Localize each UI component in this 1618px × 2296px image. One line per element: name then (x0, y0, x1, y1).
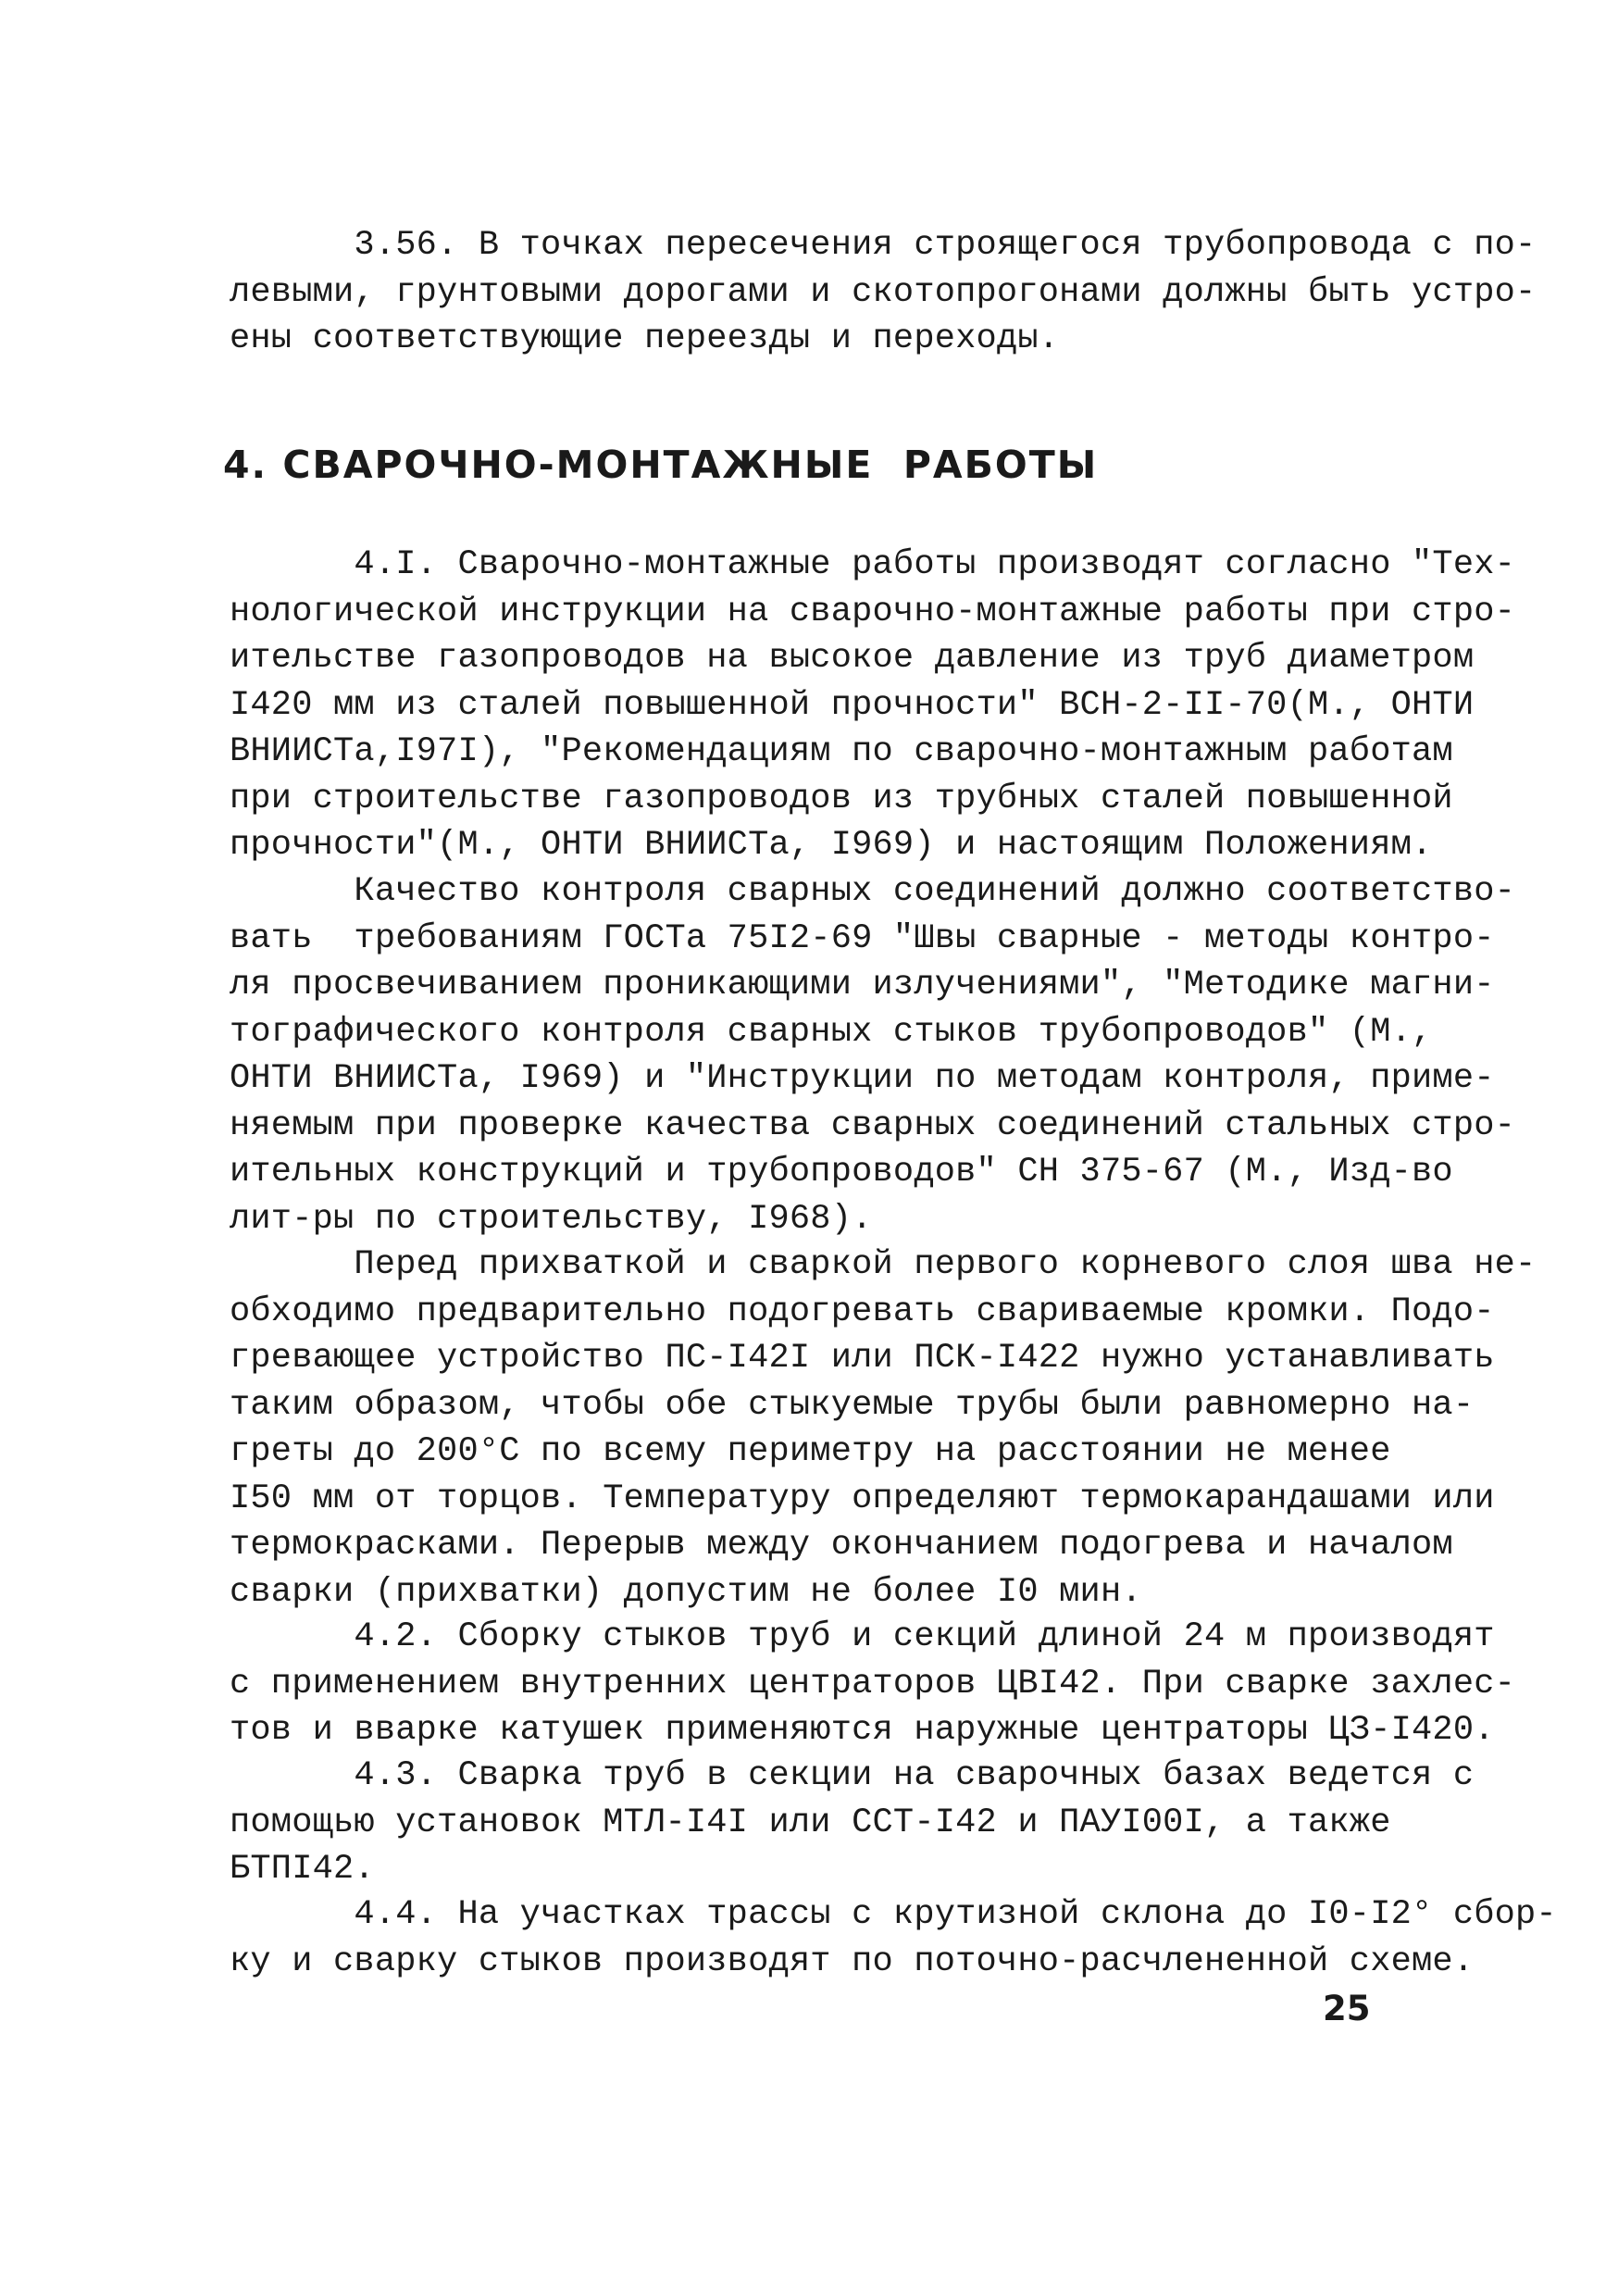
paragraph-4-4: 4.4. На участках трассы с крутизной склона до I0-I2° сбор- ку и сварку стыков производят по поточно-расчлененной схеме. (230, 1895, 1557, 1981)
section-heading: 4. СВАРОЧНО-МОНТАЖНЫЕ РАБОТЫ (223, 443, 1099, 487)
page-number: 25 (1323, 1989, 1371, 2028)
paragraph-3-56: 3.56. В точках пересечения строящегося трубопровода с по- левыми, грунтовыми дорогами и скотопрогонами должны быть устро- ены соответствующие переезды и переходы. (230, 226, 1537, 358)
paragraph-4-1-preheating: Перед прихваткой и сваркой первого корневого слоя шва не- обходимо предварительно подогревать свариваемые кромки. Подо- гревающее устройство ПС-I42I или ПСК-I422 нужно устанавливать таким образом, чтобы обе стыкуемые трубы были равномерно на- греты до 200°С по всему периметру на расстоянии не менее I50 мм от торцов. Температуру определяют термокарандашами или термокрасками. Перерыв между окончанием подогрева и началом сварки (прихватки) допустим не более I0 мин. (230, 1245, 1537, 1612)
paragraph-4-1-quality-control: Качество контроля сварных соединений должно соответство- вать требованиям ГОСТа 75I2-69 "Швы сварные - методы контро- ля просвечиванием проникающими излучениями", "Методике магни- тографического контроля сварных стыков трубопроводов" (М., ОНТИ ВНИИСТа, I969) и "Инструкции по методам контроля, приме- няемым при проверке качества сварных соединений стальных стро- ительных конструкций и трубопроводов" СН 375-67 (М., Изд-во лит-ры по строительству, I968). (230, 872, 1516, 1239)
paragraph-4-1: 4.I. Сварочно-монтажные работы производят согласно "Тех- нологической инструкции на сварочно-монтажные работы при стро- ительстве газопроводов на высокое давление из труб диаметром I420 мм из сталей повышенной прочности" ВСН-2-II-70(М., ОНТИ ВНИИСТа,I97I), "Рекомендациям по сварочно-монтажным работам при строительстве газопроводов из трубных сталей повышенной прочности"(М., ОНТИ ВНИИСТа, I969) и настоящим Положениям. (230, 545, 1516, 865)
paragraph-4-3: 4.3. Сварка труб в секции на сварочных базах ведется с помощью установок МТЛ-I4I или ССТ-I42 и ПАУI00I, а также БТПI42. (230, 1756, 1475, 1889)
paragraph-4-2: 4.2. Сборку стыков труб и секций длиной 24 м производят с применением внутренних центраторов ЦВI42. При сварке захлес- тов и вварке катушек применяются наружные центраторы ЦЗ-I420. (230, 1617, 1516, 1750)
